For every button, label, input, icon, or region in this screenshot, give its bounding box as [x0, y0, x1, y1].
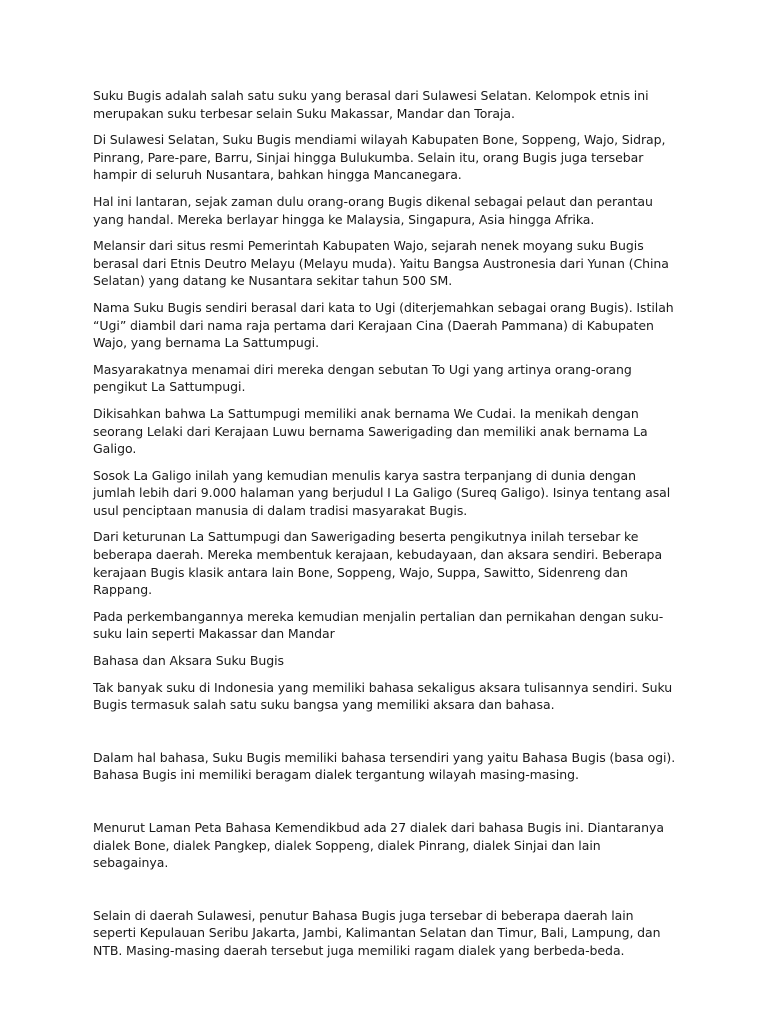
paragraph-name-origin: Nama Suku Bugis sendiri berasal dari kata to Ugi (diterjemahkan sebagai orang Bugis). Istilah “Ugi” diambil dari nama raja pertama dari Kerajaan Cina (Daerah Pammana) di Kabupaten Wajo, yang bernama La Sattumpugi. [93, 299, 674, 351]
paragraph-ancestry: Melansir dari situs resmi Pemerintah Kabupaten Wajo, sejarah nenek moyang suku Bugis berasal dari Etnis Deutro Melayu (Melayu muda). Yaitu Bangsa Austronesia dari Yunan (China Selatan) yang datang ke Nusantara sekitar tahun 500 SM. [93, 238, 669, 289]
section-heading: Bahasa dan Aksara Suku Bugis [93, 653, 285, 669]
paragraph-region: Di Sulawesi Selatan, Suku Bugis mendiami wilayah Kabupaten Bone, Soppeng, Wajo, Sidrap, Pinrang, Pare-pare, Barru, Sinjai hingga Bulukumba. Selain itu, orang Bugis juga tersebar hampir di seluruh Nusantara, bahkan hingga Mancanegara. [93, 132, 666, 183]
paragraph-sailors: Hal ini lantaran, sejak zaman dulu orang-orang Bugis dikenal sebagai pelaut dan perantau yang handal. Mereka berlayar hingga ke Malaysia, Singapura, Asia hingga Afrika. [93, 193, 653, 227]
paragraph-dialects: Menurut Laman Peta Bahasa Kemendikbud ada 27 dialek dari bahasa Bugis ini. Diantaranya dialek Bone, dialek Pangkep, dialek Soppeng, dialek Pinrang, dialek Sinjai dan lain sebagainya. [93, 820, 664, 871]
paragraph-la-galigo: Sosok La Galigo inilah yang kemudian menulis karya sastra terpanjang di dunia dengan jumlah lebih dari 9.000 halaman yang berjudul I La Galigo (Sureq Galigo). Isinya tentang asal usul penciptaan manusia di dalam tradisi masyarakat Bugis. [93, 467, 671, 518]
paragraph-we-cudai: Dikisahkan bahwa La Sattumpugi memiliki anak bernama We Cudai. Ia menikah dengan seorang Lelaki dari Kerajaan Luwu bernama Sawerigading dan memiliki anak bernama La Galigo. [93, 405, 648, 457]
paragraph-to-ugi: Masyarakatnya menamai diri mereka dengan sebutan To Ugi yang artinya orang-orang pengikut La Sattumpugi. [93, 361, 632, 395]
paragraph-language-intro: Tak banyak suku di Indonesia yang memiliki bahasa sekaligus aksara tulisannya sendiri. Suku Bugis termasuk salah satu suku bangsa yang memiliki aksara dan bahasa. [93, 679, 673, 713]
document-body [93, 87, 679, 969]
paragraph-speakers: Selain di daerah Sulawesi, penutur Bahasa Bugis juga tersebar di beberapa daerah lain seperti Kepulauan Seribu Jakarta, Jambi, Kalimantan Selatan dan Timur, Bali, Lampung, dan NTB. Masing-masing daerah tersebut juga memiliki ragam dialek yang berbeda-beda. [93, 907, 661, 958]
paragraph-intro: Suku Bugis adalah salah satu suku yang berasal dari Sulawesi Selatan. Kelompok etnis ini merupakan suku terbesar selain Suku Makassar, Mandar dan Toraja. [93, 88, 649, 121]
paragraph-kingdoms: Dari keturunan La Sattumpugi dan Sawerigading beserta pengikutnya inilah tersebar ke beberapa daerah. Mereka membentuk kerajaan, kebudayaan, dan aksara sendiri. Beberapa kerajaan Bugis klasik antara lain Bone, Soppeng, Wajo, Suppa, Sawitto, Sidenreng dan Rappang. [93, 529, 663, 598]
paragraph-basa-ogi: Dalam hal bahasa, Suku Bugis memiliki bahasa tersendiri yang yaitu Bahasa Bugis (basa ogi). Bahasa Bugis ini memiliki beragam dialek tergantung wilayah masing-masing. [93, 749, 676, 783]
paragraph-marriage: Pada perkembangannya mereka kemudian menjalin pertalian dan pernikahan dengan suku-suku lain seperti Makassar dan Mandar [93, 608, 664, 642]
